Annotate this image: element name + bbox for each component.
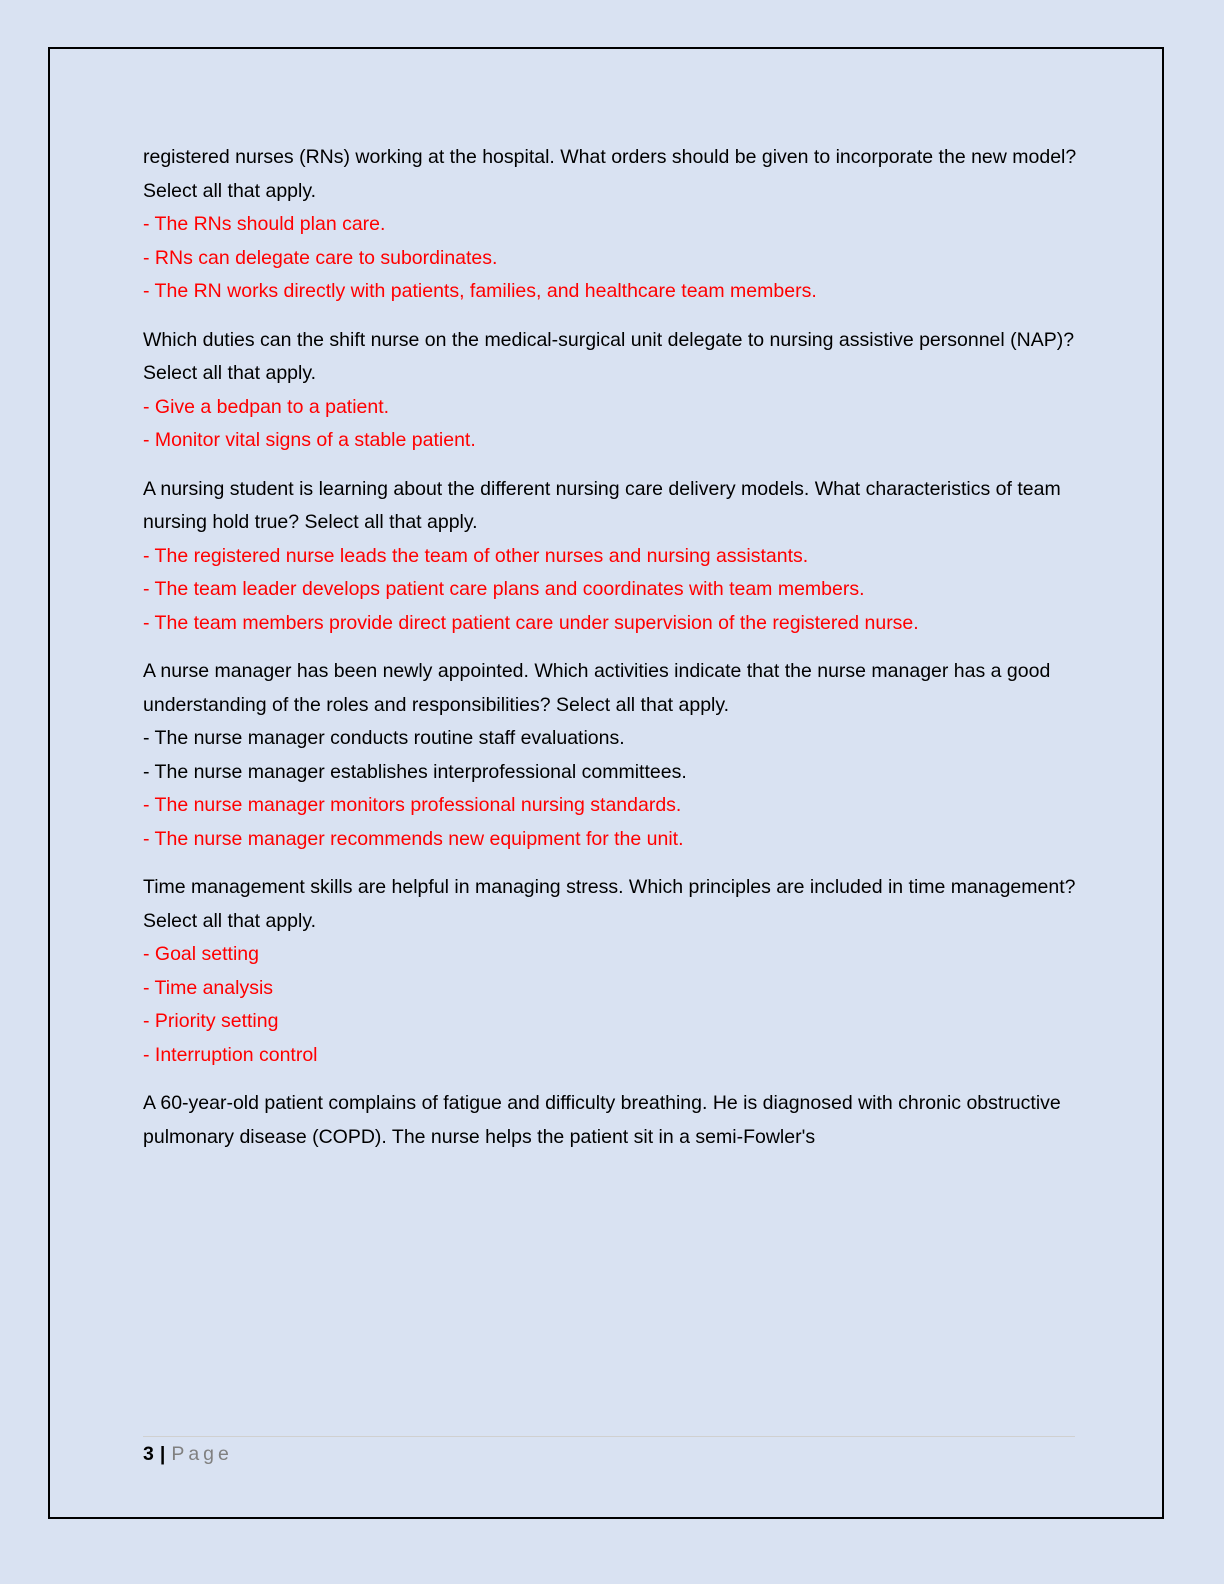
answer-item: - Priority setting bbox=[143, 1010, 279, 1032]
answer-item: - Give a bedpan to a patient. bbox=[143, 395, 390, 418]
option-item: - The nurse manager establishes interprofessional committees. bbox=[143, 760, 687, 783]
page-footer bbox=[143, 1440, 233, 1468]
document-body bbox=[143, 141, 1078, 1154]
page-separator: | bbox=[159, 1443, 166, 1465]
answer-item: - The team members provide direct patient care under supervision of the registered nurse. bbox=[143, 611, 919, 634]
page-label: Page bbox=[171, 1443, 233, 1465]
question-text: Which duties can the shift nurse on the medical-surgical unit delegate to nursing assistive personnel (NAP)? Select all that apply. bbox=[143, 328, 1075, 384]
question-text: A nursing student is learning about the different nursing care delivery models. What characteristics of team nursing hold true? Select all that apply. bbox=[143, 477, 1061, 533]
answer-item: - The nurse manager recommends new equipment for the unit. bbox=[143, 827, 684, 850]
answer-item: - The nurse manager monitors professional nursing standards. bbox=[143, 794, 682, 816]
answer-item: - The registered nurse leads the team of other nurses and nursing assistants. bbox=[143, 544, 809, 567]
footer-divider bbox=[143, 1436, 1075, 1437]
question-text: A 60-year-old patient complains of fatigue and difficulty breathing. He is diagnosed with chronic obstructive pulmonary disease (COPD). The nurse helps the patient sit in a semi-Fowler's bbox=[143, 1092, 1061, 1148]
page-number: 3 bbox=[143, 1443, 154, 1465]
answer-item: - The RN works directly with patients, families, and healthcare team members. bbox=[143, 280, 817, 302]
answer-item: - The team leader develops patient care plans and coordinates with team members. bbox=[143, 578, 865, 600]
answer-item: - Interruption control bbox=[143, 1043, 318, 1066]
question-text: Time management skills are helpful in managing stress. Which principles are included in time management? Select all that apply. bbox=[143, 876, 1076, 932]
option-item: - The nurse manager conducts routine staff evaluations. bbox=[143, 727, 625, 749]
question-text: registered nurses (RNs) working at the hospital. What orders should be given to incorporate the new model? Select all that apply. bbox=[143, 146, 1077, 202]
answer-item: - Monitor vital signs of a stable patient. bbox=[143, 429, 476, 451]
answer-item: - Goal setting bbox=[143, 943, 259, 965]
answer-item: - Time analysis bbox=[143, 976, 274, 999]
answer-item: - RNs can delegate care to subordinates. bbox=[143, 246, 498, 269]
question-text: A nurse manager has been newly appointed. Which activities indicate that the nurse manager has a good understanding of the roles and responsibilities? Select all that apply. bbox=[143, 660, 1051, 716]
answer-item: - The RNs should plan care. bbox=[143, 213, 386, 235]
